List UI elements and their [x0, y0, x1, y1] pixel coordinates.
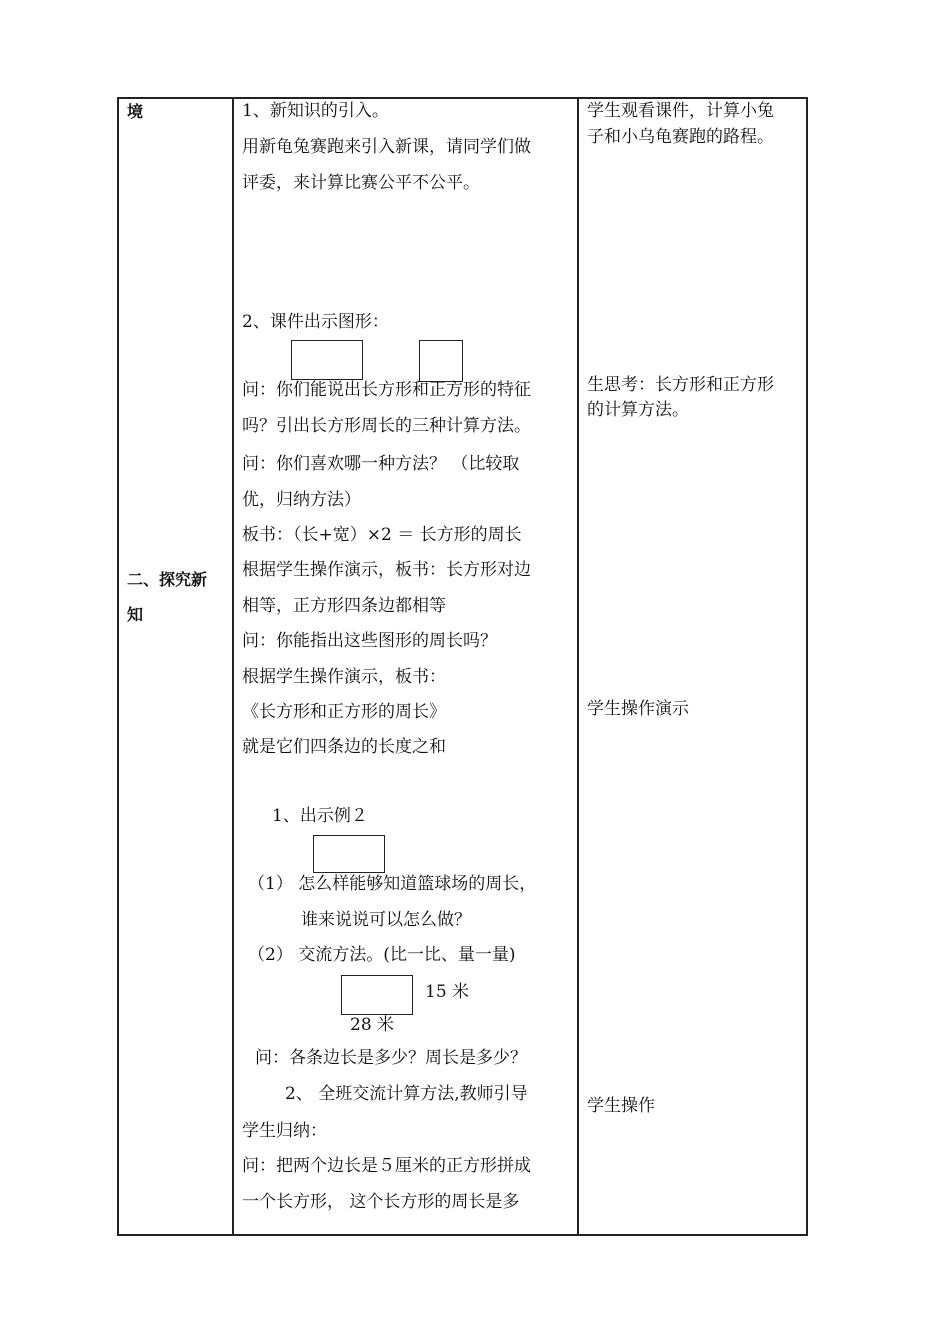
rectangle-figure — [291, 340, 363, 380]
teacher-line: 问：你能指出这些图形的周长吗？ — [242, 631, 497, 651]
stage-title-line1: 二、探究新 — [127, 570, 208, 589]
stage-title-line2: 知 — [127, 605, 144, 624]
student-line: 的计算方法。 — [587, 400, 689, 420]
teacher-line: 吗？引出长方形周长的三种计算方法。 — [242, 416, 531, 436]
column-divider-2 — [577, 97, 579, 1235]
student-line: 学生操作 — [587, 1096, 655, 1116]
teacher-line: 就是它们四条边的长度之和 — [242, 737, 446, 757]
student-line: 学生操作演示 — [587, 699, 689, 719]
teacher-line: 学生归纳： — [242, 1121, 327, 1141]
teacher-line: （2） 交流方法。(比一比、量一量) — [248, 945, 516, 965]
teacher-line: 评委，来计算比赛公平不公平。 — [242, 173, 480, 193]
teacher-line: 一个长方形， 这个长方形的周长是多 — [242, 1192, 520, 1212]
teacher-line: 1、新知识的引入。 — [242, 101, 389, 121]
student-line: 生思考：长方形和正方形 — [587, 375, 774, 395]
teacher-line: 问：你们能说出长方形和正方形的特征 — [242, 380, 531, 400]
table-right-border — [806, 97, 808, 1235]
teacher-line: 谁来说说可以怎么做？ — [301, 910, 471, 930]
teacher-line: 《长方形和正方形的周长》 — [242, 702, 446, 722]
court-rectangle-figure — [341, 975, 413, 1015]
table-left-border — [117, 97, 119, 1235]
column-divider-1 — [232, 97, 234, 1235]
example-rectangle-figure — [313, 835, 385, 873]
teacher-line: 问：你们喜欢哪一种方法？ （比较取 — [242, 454, 520, 474]
student-line: 子和小乌龟赛跑的路程。 — [587, 127, 774, 147]
teacher-line: 根据学生操作演示，板书：长方形对边 — [242, 560, 531, 580]
table-bottom-border — [117, 1234, 808, 1236]
teacher-line: 根据学生操作演示，板书： — [242, 667, 446, 687]
teacher-line: 优，归纳方法） — [242, 490, 361, 510]
length-label: 28 米 — [350, 1015, 395, 1035]
teacher-line: 用新龟兔赛跑来引入新课，请同学们做 — [242, 137, 531, 157]
teacher-line: （1） 怎么样能够知道篮球场的周长， — [248, 874, 537, 894]
teacher-line: 相等，正方形四条边都相等 — [242, 596, 446, 616]
teacher-line: 板书：（长+宽）×2 ＝ 长方形的周长 — [242, 525, 522, 545]
teacher-line: 2、 全班交流计算方法,教师引导 — [285, 1084, 528, 1104]
square-figure — [419, 340, 463, 382]
teacher-line: 问：各条边长是多少？周长是多少？ — [255, 1048, 527, 1068]
width-label: 15 米 — [425, 982, 470, 1002]
teacher-line: 问：把两个边长是５厘米的正方形拼成 — [242, 1156, 531, 1176]
stage-prev-tail: 境 — [127, 102, 144, 121]
student-line: 学生观看课件，计算小兔 — [587, 101, 774, 121]
teacher-line: 2、课件出示图形： — [242, 312, 389, 332]
teacher-line: 1、出示例２ — [272, 806, 368, 826]
